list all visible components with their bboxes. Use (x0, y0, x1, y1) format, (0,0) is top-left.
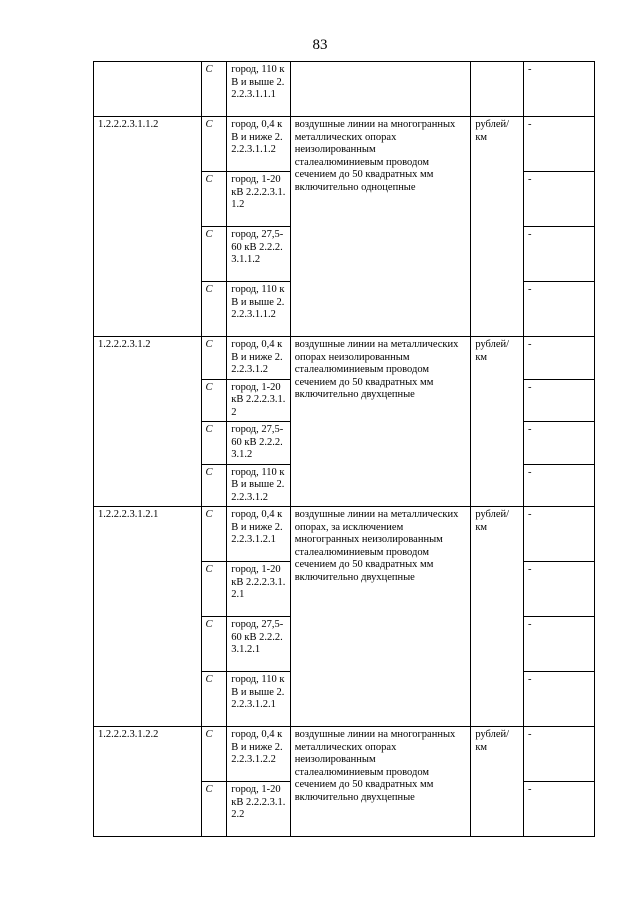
description-cell: воздушные линии на металлических опорах неизолированным сталеалюминиевым проводом сечением до 50 квадратных мм включительно двухцепные (290, 337, 471, 507)
category-cell: город, 110 кВ и выше 2.2.2.3.1.1.1 (227, 62, 290, 117)
value-cell: - (524, 379, 595, 422)
unit-cell: рублей/км (471, 507, 524, 727)
code-cell: 1.2.2.2.3.1.2 (94, 337, 202, 507)
mark-cell: C (201, 379, 227, 422)
value-cell: - (524, 562, 595, 617)
mark-cell: C (201, 422, 227, 465)
unit-cell: рублей/км (471, 727, 524, 837)
value-cell: - (524, 617, 595, 672)
mark-cell: C (201, 464, 227, 507)
category-cell: город, 1-20 кВ 2.2.2.3.1.2 (227, 379, 290, 422)
category-cell: город, 110 кВ и выше 2.2.2.3.1.2 (227, 464, 290, 507)
category-cell: город, 0,4 кВ и ниже 2.2.2.3.1.1.2 (227, 117, 290, 172)
table-row (94, 507, 595, 562)
unit-cell: рублей/км (471, 337, 524, 507)
table-row (94, 727, 595, 782)
mark-cell: C (201, 782, 227, 837)
mark-cell: C (201, 617, 227, 672)
description-cell: воздушные линии на многогранных металлических опорах неизолированным сталеалюминиевым проводом сечением до 50 квадратных мм включительно двухцепные (290, 727, 471, 837)
mark-cell: C (201, 672, 227, 727)
mark-cell: C (201, 282, 227, 337)
value-cell: - (524, 727, 595, 782)
category-cell: город, 110 кВ и выше 2.2.2.3.1.2.1 (227, 672, 290, 727)
value-cell: - (524, 282, 595, 337)
value-cell: - (524, 507, 595, 562)
code-cell: 1.2.2.2.3.1.2.2 (94, 727, 202, 837)
category-cell: город, 110 кВ и выше 2.2.2.3.1.1.2 (227, 282, 290, 337)
value-cell: - (524, 422, 595, 465)
mark-cell: C (201, 507, 227, 562)
page-number: 83 (312, 37, 328, 53)
code-cell: 1.2.2.2.3.1.2.1 (94, 507, 202, 727)
table-row (94, 117, 595, 172)
category-cell: город, 27,5-60 кВ 2.2.2.3.1.2.1 (227, 617, 290, 672)
description-cell: воздушные линии на металлических опорах, за исключением многогранных неизолированным сталеалюминиевым проводом сечением до 50 квадратных мм включительно двухцепные (290, 507, 471, 727)
category-cell: город, 0,4 кВ и ниже 2.2.2.3.1.2.2 (227, 727, 290, 782)
description-cell: воздушные линии на многогранных металлических опорах неизолированным сталеалюминиевым проводом сечением до 50 квадратных мм включительно одноцепные (290, 117, 471, 337)
table-row (94, 62, 595, 117)
code-cell: 1.2.2.2.3.1.1.2 (94, 117, 202, 337)
mark-cell: C (201, 727, 227, 782)
value-cell: - (524, 782, 595, 837)
mark-cell: C (201, 117, 227, 172)
value-cell: - (524, 227, 595, 282)
value-cell: - (524, 464, 595, 507)
mark-cell: C (201, 62, 227, 117)
mark-cell: C (201, 337, 227, 380)
category-cell: город, 1-20 кВ 2.2.2.3.1.1.2 (227, 172, 290, 227)
category-cell: город, 27,5-60 кВ 2.2.2.3.1.1.2 (227, 227, 290, 282)
category-cell: город, 0,4 кВ и ниже 2.2.2.3.1.2 (227, 337, 290, 380)
mark-cell: C (201, 562, 227, 617)
mark-cell: C (201, 172, 227, 227)
unit-cell: рублей/км (471, 117, 524, 337)
category-cell: город, 1-20 кВ 2.2.2.3.1.2.1 (227, 562, 290, 617)
category-cell: город, 27,5-60 кВ 2.2.2.3.1.2 (227, 422, 290, 465)
description-cell (290, 62, 471, 117)
code-cell (94, 62, 202, 117)
unit-cell (471, 62, 524, 117)
value-cell: - (524, 172, 595, 227)
category-cell: город, 0,4 кВ и ниже 2.2.2.3.1.2.1 (227, 507, 290, 562)
value-cell: - (524, 117, 595, 172)
table-row (94, 337, 595, 380)
value-cell: - (524, 62, 595, 117)
value-cell: - (524, 337, 595, 380)
category-cell: город, 1-20 кВ 2.2.2.3.1.2.2 (227, 782, 290, 837)
value-cell: - (524, 672, 595, 727)
tariff-table (93, 61, 595, 837)
mark-cell: C (201, 227, 227, 282)
